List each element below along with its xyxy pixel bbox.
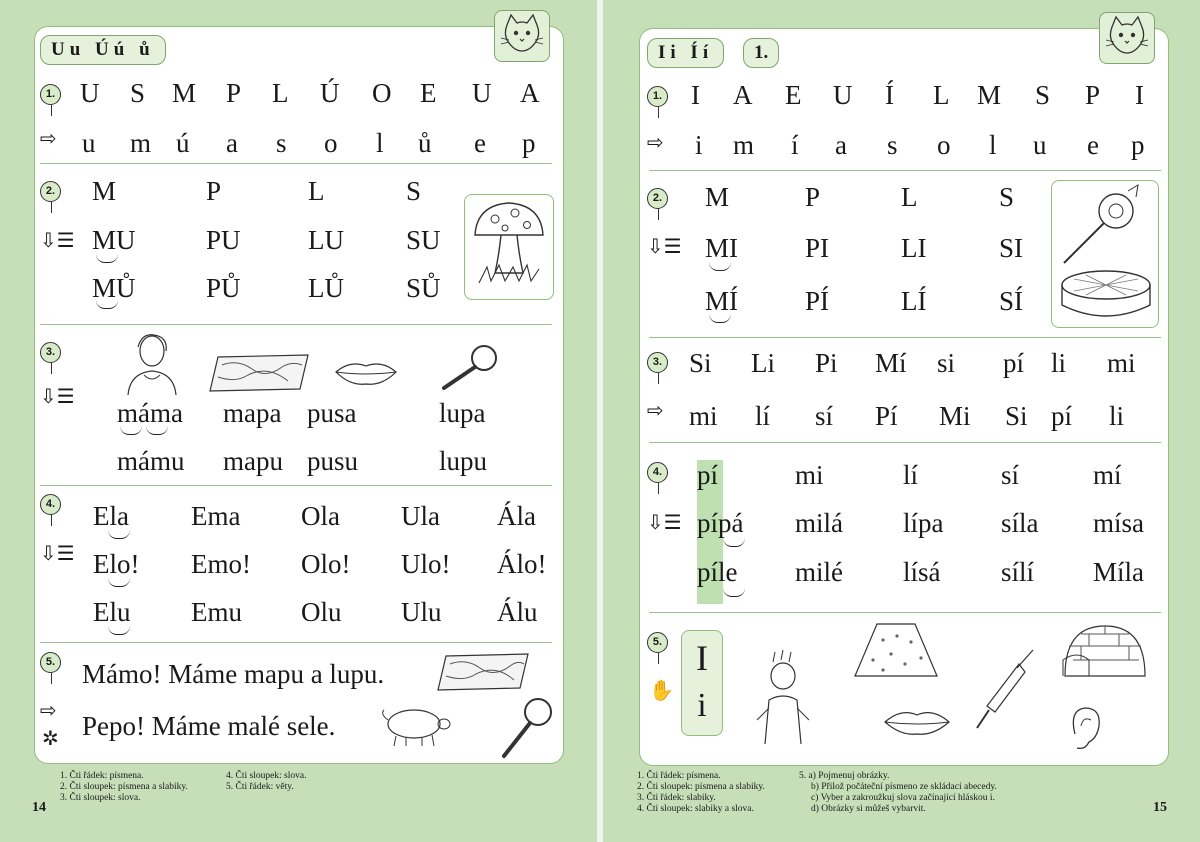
sieve-icon <box>1062 271 1150 316</box>
instruction: c) Vyber a zakroužkuj slova začínající hláskou i. <box>811 793 995 803</box>
lowercase-letter: s <box>887 130 898 160</box>
word: mapa <box>223 398 282 428</box>
exercise-number-2: 2. <box>40 181 61 202</box>
word: máma <box>117 398 183 428</box>
girl-icon <box>751 650 815 750</box>
page-number: 14 <box>32 800 46 815</box>
divider <box>40 642 552 643</box>
word: milá <box>795 508 843 538</box>
syllable: li <box>1051 348 1067 378</box>
divider <box>649 170 1161 171</box>
lowercase-letter: e <box>1087 130 1099 160</box>
word: Elo! <box>93 549 140 579</box>
exercise-number-1: 1. <box>647 86 668 107</box>
word: Ulo! <box>401 549 451 579</box>
letter-tag-i: Ii Íí <box>647 38 724 68</box>
lowercase-letter: a <box>226 128 238 158</box>
word: Ulu <box>401 597 442 627</box>
instruction: d) Obrázky si můžeš vybarvit. <box>811 804 926 814</box>
magnifier-icon <box>438 342 502 392</box>
word: Ála <box>497 501 536 531</box>
lowercase-letter: m <box>130 128 152 158</box>
piglet-icon <box>376 702 456 748</box>
word: Álu <box>497 597 538 627</box>
lowercase-letter: ú <box>176 128 190 158</box>
uppercase-letter: L <box>272 78 289 108</box>
syllable: li <box>1109 401 1125 431</box>
divider <box>649 612 1161 613</box>
exercise-number-5: 5. <box>40 652 61 673</box>
word: pípá <box>697 508 744 538</box>
uppercase-letter: S <box>1035 80 1051 110</box>
word: lupa <box>439 398 486 428</box>
hand-icon: ✋ <box>649 678 674 702</box>
word: Álo! <box>497 549 547 579</box>
letter-tag-u: Uu Úú ů <box>40 35 166 65</box>
instruction: 4. Čti sloupek: slova. <box>226 771 307 781</box>
mushroom-icon <box>465 195 553 299</box>
letter-card <box>681 630 723 736</box>
uppercase-letter: P <box>1085 80 1101 110</box>
read-column-arrow-icon: ⇩☰ <box>647 510 682 534</box>
instruction: 2. Čti sloupek: písmena a slabiky. <box>637 782 765 792</box>
uppercase-letter: E <box>785 80 802 110</box>
uppercase-letter: O <box>372 78 392 108</box>
syllable: MI <box>705 233 738 263</box>
read-column-arrow-icon: ⇩☰ <box>40 541 75 565</box>
word: Ula <box>401 501 440 531</box>
lowercase-letter: í <box>791 130 799 160</box>
ear-icon <box>1067 704 1103 754</box>
lowercase-letter: i <box>695 130 703 160</box>
word: mámu <box>117 446 185 476</box>
syllable: pí <box>1003 348 1025 378</box>
word: Ola <box>301 501 340 531</box>
uppercase-letter: M <box>977 80 1002 110</box>
uppercase-letter: Ú <box>320 78 340 108</box>
syllable: sí <box>815 401 834 431</box>
skirt-icon <box>853 620 939 680</box>
word: píle <box>697 557 738 587</box>
sentence-1: Mámo! Máme mapu a lupu. <box>82 659 385 689</box>
syllable: PI <box>805 233 830 263</box>
word: Ema <box>191 501 241 531</box>
consonant: L <box>308 176 325 206</box>
word: sí <box>1001 460 1020 490</box>
instruction: 5. a) Pojmenuj obrázky. <box>799 771 890 781</box>
read-row-arrow-icon: ⇨ <box>647 398 664 422</box>
read-column-arrow-icon: ⇩☰ <box>647 234 682 258</box>
syllable: LU <box>308 225 344 255</box>
exercise-number-3: 3. <box>40 342 61 363</box>
word: pusu <box>307 446 359 476</box>
syllable: SI <box>999 233 1024 263</box>
uppercase-letter: S <box>130 78 146 108</box>
lowercase-letter: s <box>276 128 287 158</box>
consonant: S <box>999 182 1015 212</box>
divider <box>40 163 552 164</box>
read-row-arrow-icon: ⇨ <box>40 126 57 150</box>
lips-icon <box>334 358 398 388</box>
sentence-2: Pepo! Máme malé sele. <box>82 711 336 741</box>
lowercase-letter: ů <box>418 128 432 158</box>
divider <box>649 442 1161 443</box>
syllable: PÍ <box>805 286 830 316</box>
syllable: lí <box>755 401 771 431</box>
syllable: Pí <box>875 401 898 431</box>
uppercase-letter: U <box>80 78 100 108</box>
syllable: SU <box>406 225 441 255</box>
word: Ela <box>93 501 129 531</box>
instruction: 4. Čti sloupek: slabiky a slova. <box>637 804 754 814</box>
read-column-arrow-icon: ⇩☰ <box>40 228 75 252</box>
syllable: LI <box>901 233 927 263</box>
read-column-arrow-icon: ⇩☰ <box>40 384 75 408</box>
exercise-number-2: 2. <box>647 188 668 209</box>
instruction: 3. Čti sloupek: slova. <box>60 793 141 803</box>
lesson-number-tag: 1. <box>743 38 779 68</box>
syllable: SŮ <box>406 273 441 303</box>
syllable: Si <box>1005 401 1028 431</box>
lowercase-letter: l <box>376 128 384 158</box>
uppercase-letter: M <box>172 78 197 108</box>
word: mapu <box>223 446 283 476</box>
lowercase-letter: u <box>1033 130 1047 160</box>
syllable: LŮ <box>308 273 344 303</box>
page-number: 15 <box>1153 800 1167 815</box>
syllable: Mí <box>875 348 907 378</box>
word: lípa <box>903 508 944 538</box>
consonant: L <box>901 182 918 212</box>
lowercase-letter: u <box>82 128 96 158</box>
lowercase-letter: o <box>324 128 338 158</box>
word: lupu <box>439 446 488 476</box>
exercise-number-4: 4. <box>40 494 61 515</box>
letter-card-upper: I <box>696 638 708 678</box>
consonant: S <box>406 176 422 206</box>
read-row-arrow-icon: ⇨ <box>647 130 664 154</box>
lips-icon <box>883 706 951 738</box>
lowercase-letter: a <box>835 130 847 160</box>
uppercase-letter: U <box>833 80 853 110</box>
exercise-number-5: 5. <box>647 632 668 653</box>
word: Emu <box>191 597 242 627</box>
divider <box>40 485 552 486</box>
word: Olo! <box>301 549 351 579</box>
word: lí <box>903 460 919 490</box>
uppercase-letter: U <box>472 78 492 108</box>
syllable: si <box>937 348 956 378</box>
igloo-icon <box>1059 620 1149 680</box>
syllable: PU <box>206 225 241 255</box>
word: sílí <box>1001 557 1035 587</box>
mushroom-picture-frame <box>464 194 554 300</box>
woman-icon <box>124 333 184 397</box>
syllable: Pi <box>815 348 838 378</box>
lowercase-letter: p <box>1131 130 1145 160</box>
word: síla <box>1001 508 1039 538</box>
word: mi <box>795 460 824 490</box>
instruction: b) Přilož počáteční písmeno ze skládací abecedy. <box>811 782 997 792</box>
exercise-number-4: 4. <box>647 462 668 483</box>
word: pí <box>697 460 719 490</box>
instruction: 5. Čti řádek: věty. <box>226 782 294 792</box>
word: Elu <box>93 597 131 627</box>
uppercase-letter: I <box>691 80 700 110</box>
right-page <box>603 0 1200 842</box>
lowercase-letter: p <box>522 128 536 158</box>
word: mísa <box>1093 508 1144 538</box>
left-page <box>0 0 597 842</box>
divider <box>649 337 1161 338</box>
uppercase-letter: A <box>520 78 540 108</box>
read-row-arrow-icon: ⇨ <box>40 698 57 722</box>
instruction: 1. Čti řádek: písmena. <box>60 771 144 781</box>
syllable: mi <box>689 401 718 431</box>
syllable: Mi <box>939 401 971 431</box>
word: Míla <box>1093 557 1144 587</box>
syllable: PŮ <box>206 273 241 303</box>
word: Olu <box>301 597 342 627</box>
syringe-icon <box>973 648 1037 732</box>
consonant: M <box>705 182 730 212</box>
magnifier-icon <box>498 694 558 760</box>
syllable: mi <box>1107 348 1136 378</box>
divider <box>40 324 552 325</box>
syllable: SÍ <box>999 286 1024 316</box>
syllable: MU <box>92 225 136 255</box>
lowercase-letter: e <box>474 128 486 158</box>
exercise-number-3: 3. <box>647 352 668 373</box>
exercise-number-1: 1. <box>40 84 61 105</box>
cat-icon <box>1099 12 1155 64</box>
cat-icon <box>494 10 550 62</box>
syllable: Li <box>751 348 775 378</box>
word: pusa <box>307 398 357 428</box>
lollipop-icon <box>1064 185 1138 263</box>
syllable: LÍ <box>901 286 927 316</box>
consonant: P <box>206 176 222 206</box>
syllable: Si <box>689 348 712 378</box>
uppercase-letter: Í <box>885 80 894 110</box>
syllable: pí <box>1051 401 1073 431</box>
uppercase-letter: E <box>420 78 437 108</box>
word: lísá <box>903 557 941 587</box>
map-icon <box>436 652 530 692</box>
uppercase-letter: L <box>933 80 950 110</box>
lowercase-letter: m <box>733 130 755 160</box>
picture-frame <box>1051 180 1159 328</box>
syllable: MÍ <box>705 286 738 316</box>
word: mí <box>1093 460 1122 490</box>
word: milé <box>795 557 843 587</box>
instruction: 3. Čti řádek: slabiky. <box>637 793 716 803</box>
instruction: 1. Čti řádek: písmena. <box>637 771 721 781</box>
consonant: M <box>92 176 117 206</box>
uppercase-letter: I <box>1135 80 1144 110</box>
uppercase-letter: P <box>226 78 242 108</box>
word: Emo! <box>191 549 251 579</box>
consonant: P <box>805 182 821 212</box>
lowercase-letter: o <box>937 130 951 160</box>
syllable: MŮ <box>92 273 136 303</box>
lowercase-letter: l <box>989 130 997 160</box>
uppercase-letter: A <box>733 80 753 110</box>
instruction: 2. Čti sloupek: písmena a slabiky. <box>60 782 188 792</box>
letter-card-lower: i <box>697 687 707 724</box>
map-icon <box>208 353 312 393</box>
star-icon: ✲ <box>42 726 59 750</box>
